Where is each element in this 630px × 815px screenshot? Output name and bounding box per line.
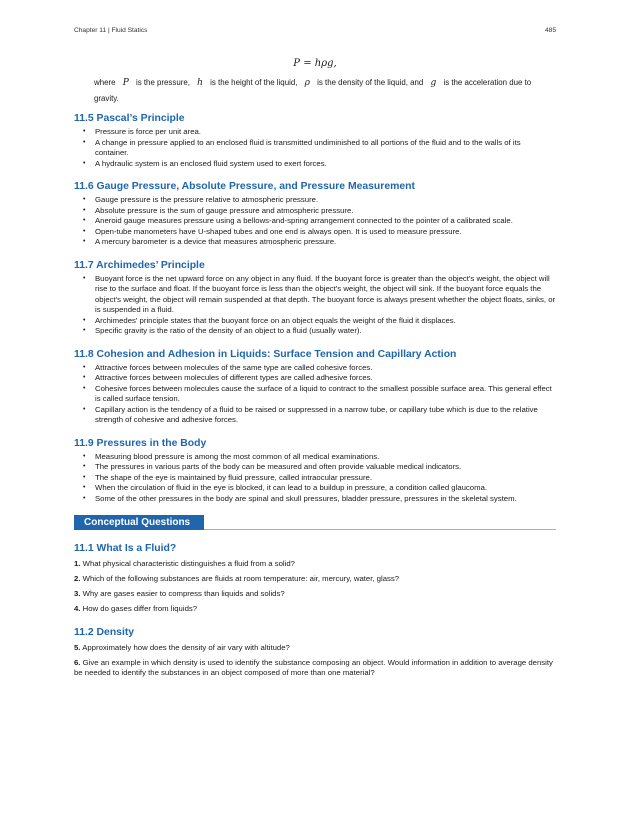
formula-explanation: [94, 75, 554, 106]
list-item: • Specific gravity is the ratio of the density of an object to a fluid (usually water).: [74, 326, 556, 337]
section-heading: 11.5 Pascal’s Principle: [74, 113, 185, 124]
question-text: What physical characteristic distinguishes a fluid from a solid?: [82, 559, 295, 568]
list-item: • Archimedes' principle states that the buoyant force on an object equals the weight of the fluid it displaces.: [74, 316, 556, 327]
bullet-list: [74, 127, 556, 169]
where-text: is the pressure,: [135, 78, 190, 87]
running-header: [74, 27, 556, 34]
section-heading: 11.8 Cohesion and Adhesion in Liquids: Surface Tension and Capillary Action: [74, 348, 457, 360]
list-item: • Capillary action is the tendency of a fluid to be raised or suppressed in a narrow tube, or capillary tube which is due to the relative strength of cohesive and adhesive forces.: [74, 405, 556, 426]
question-item: [74, 559, 556, 570]
question-item: [74, 658, 556, 679]
section-gauge-pressure: [74, 180, 556, 248]
bullet-list: [74, 274, 556, 337]
section-body-pressures: [74, 437, 556, 505]
where-text: is the height of the liquid,: [210, 78, 298, 87]
list-item: • Pressure is force per unit area.: [74, 127, 556, 138]
question-text: Which of the following substances are fluids at room temperature: air, mercury, water, glass?: [82, 574, 400, 583]
section-pascal: [74, 112, 556, 169]
list-item: • Attractive forces between molecules of different types are called adhesive forces.: [74, 373, 556, 384]
where-text: is the acceleration due to gravity.: [94, 78, 532, 103]
question-text: How do gases differ from liquids?: [82, 604, 198, 613]
list-item: • Gauge pressure is the pressure relative to atmospheric pressure.: [74, 195, 556, 206]
question-number: 5.: [74, 642, 81, 652]
conceptual-questions-title: Conceptual Questions: [74, 515, 204, 530]
question-text: Why are gases easier to compress than liquids and solids?: [82, 589, 285, 598]
chapter-title: Chapter 11 | Fluid Statics: [74, 27, 148, 34]
question-group-fluid: [74, 542, 556, 615]
question-number: 2.: [74, 574, 81, 583]
question-item: [74, 574, 556, 585]
list-item: • A mercury barometer is a device that measures atmospheric pressure.: [74, 237, 556, 248]
where-text: is the density of the liquid, and: [317, 78, 424, 87]
question-text: Give an example in which density is used to identify the substance composing an object. Would information in addition to average density be needed to identify the substances in an object composed of more than one material?: [74, 657, 553, 677]
var-g: g: [430, 78, 437, 88]
question-group-density: [74, 626, 556, 679]
question-number: 3.: [74, 589, 81, 598]
var-h: h: [197, 78, 203, 88]
question-number: 1.: [74, 559, 81, 568]
conceptual-questions-banner: [74, 515, 556, 530]
pressure-formula: [0, 58, 630, 69]
list-item: • Some of the other pressures in the body are spinal and skull pressures, bladder pressure, pressures in the skeletal system.: [74, 494, 556, 505]
page-content: [74, 112, 556, 683]
question-item: [74, 643, 556, 654]
formula-rhs: hρg,: [314, 58, 337, 69]
section-cohesion-adhesion: [74, 348, 556, 426]
formula-lhs: P: [293, 58, 301, 69]
var-rho: ρ: [304, 78, 310, 88]
question-number: 4.: [74, 604, 81, 613]
question-item: [74, 589, 556, 600]
list-item: • Measuring blood pressure is among the most common of all medical examinations.: [74, 452, 556, 463]
list-item: • The pressures in various parts of the body can be measured and often provide valuable medical indicators.: [74, 462, 556, 473]
list-item: • Absolute pressure is the sum of gauge pressure and atmospheric pressure.: [74, 206, 556, 217]
var-p: P: [122, 78, 129, 88]
list-item: • Attractive forces between molecules of the same type are called cohesive forces.: [74, 363, 556, 374]
page-number: 485: [544, 27, 556, 34]
bullet-list: [74, 452, 556, 505]
bullet-list: [74, 363, 556, 426]
list-item: • Buoyant force is the net upward force on any object in any fluid. If the buoyant force is greater than the object's weight, the object will rise to the surface and float. If the buoyant force is less than the object's weight, the object will sink. If the buoyant force equals the object's weight, the object will remain suspended at that depth. The buoyant force is always present whether the object floats, sinks, or is suspended in a fluid.: [74, 274, 556, 316]
question-group-heading: 11.1 What Is a Fluid?: [74, 543, 177, 554]
list-item: • A hydraulic system is an enclosed fluid system used to exert forces.: [74, 159, 556, 170]
list-item: • A change in pressure applied to an enclosed fluid is transmitted undiminished to all portions of the fluid and to the walls of its container.: [74, 138, 556, 159]
section-heading: 11.9 Pressures in the Body: [74, 437, 207, 449]
question-text: Approximately how does the density of air vary with altitude?: [82, 642, 290, 652]
list-item: • The shape of the eye is maintained by fluid pressure, called intraocular pressure.: [74, 473, 556, 484]
section-heading: 11.7 Archimedes’ Principle: [74, 259, 205, 271]
question-group-heading: 11.2 Density: [74, 626, 135, 638]
list-item: • Open-tube manometers have U-shaped tubes and one end is always open. It is used to measure pressure.: [74, 227, 556, 238]
formula-equals: =: [303, 58, 315, 69]
question-number: 6.: [74, 657, 81, 667]
list-item: • When the circulation of fluid in the eye is blocked, it can lead to a buildup in pressure, a condition called glaucoma.: [74, 483, 556, 494]
where-text: where: [94, 78, 116, 87]
section-heading: 11.6 Gauge Pressure, Absolute Pressure, and Pressure Measurement: [74, 181, 415, 192]
section-archimedes: [74, 259, 556, 337]
list-item: • Aneroid gauge measures pressure using a bellows-and-spring arrangement connected to the pointer of a calibrated scale.: [74, 216, 556, 227]
list-item: • Cohesive forces between molecules cause the surface of a liquid to contract to the smallest possible surface area. This general effect is called surface tension.: [74, 384, 556, 405]
question-item: [74, 604, 556, 615]
bullet-list: [74, 195, 556, 248]
